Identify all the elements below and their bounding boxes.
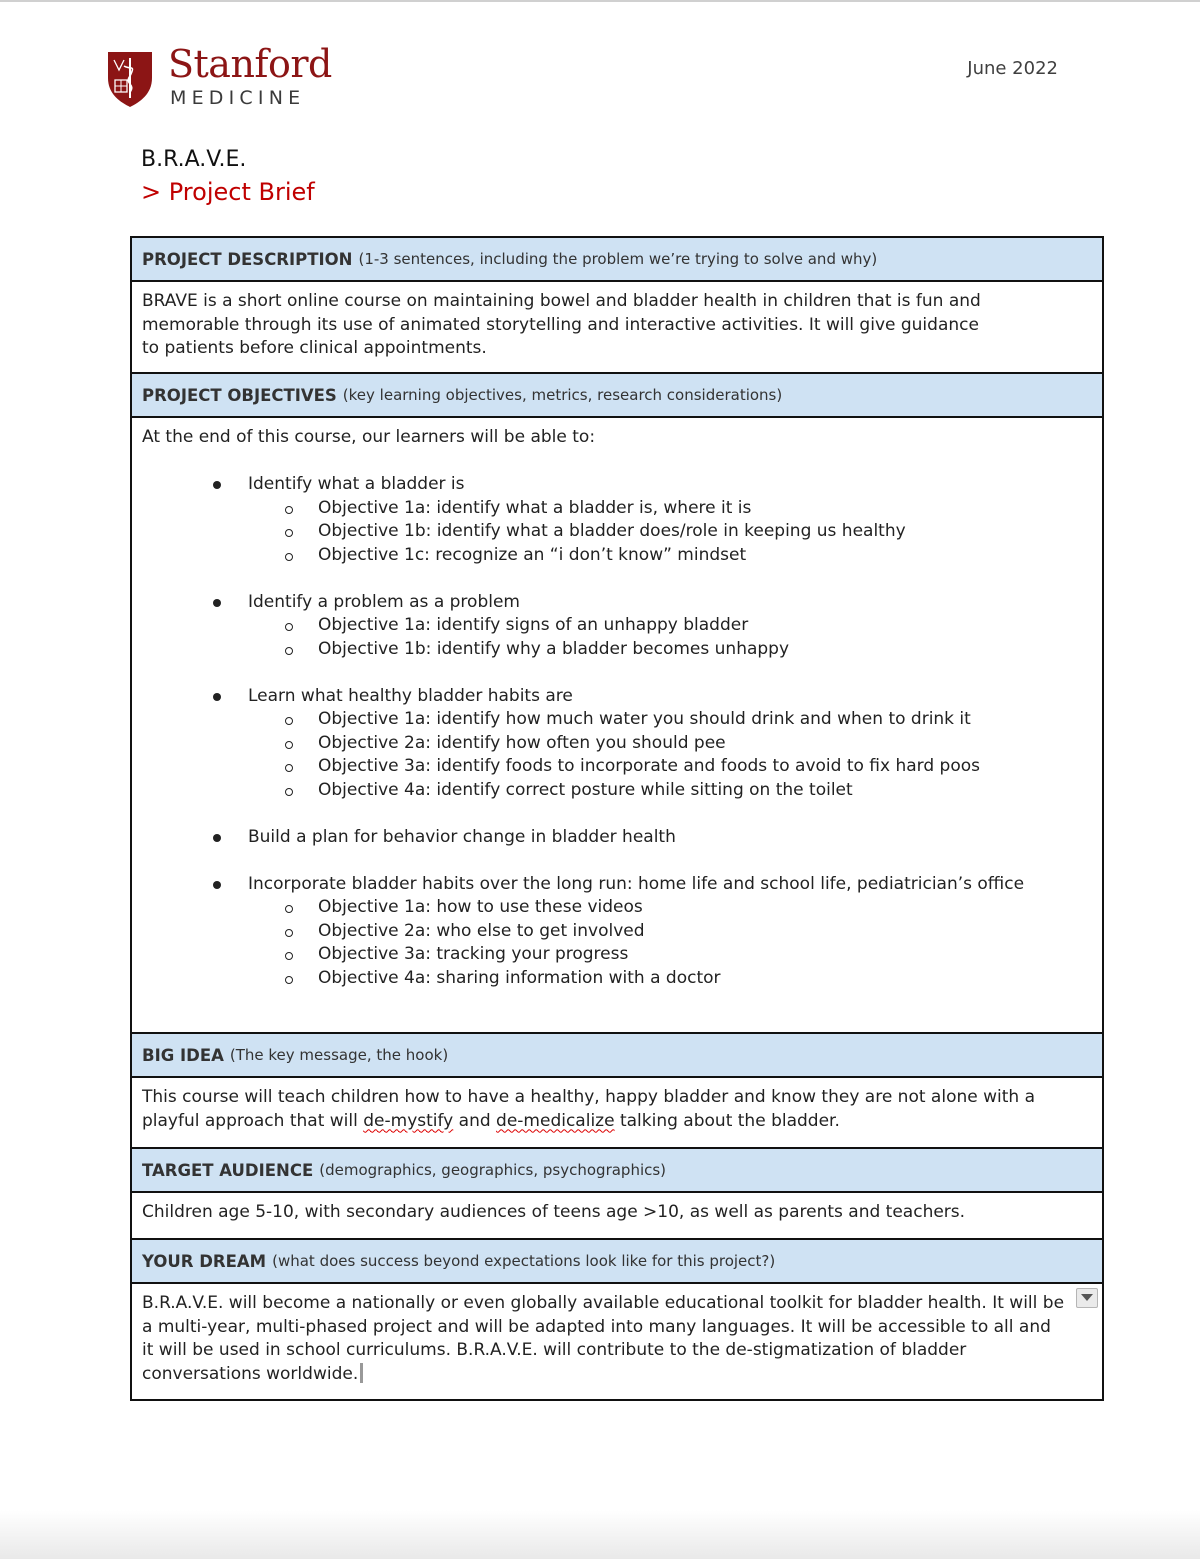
- bullet-icon: [213, 834, 221, 842]
- bullet-icon: [213, 599, 221, 607]
- text-line: conversations worldwide.: [142, 1363, 1092, 1387]
- text-line: to patients before clinical appointments.: [142, 338, 487, 358]
- document-date: June 2022: [967, 58, 1058, 79]
- hollow-bullet-icon: [285, 529, 293, 537]
- hollow-bullet-icon: [285, 952, 293, 960]
- list-item: Incorporate bladder habits over the long run: home life and school life, pediatrician’s office: [142, 873, 1092, 897]
- text-line: it will be used in school curriculums. B.R.A.V.E. will contribute to the de-stigmatization of bladder: [142, 1340, 967, 1360]
- section-header-dream: YOUR DREAM (what does success beyond expectations look like for this project?): [132, 1240, 1102, 1284]
- section-header-big-idea: BIG IDEA (The key message, the hook): [132, 1034, 1102, 1078]
- text-line: memorable through its use of animated storytelling and interactive activities. It will give guidance: [142, 314, 979, 335]
- list-item: Objective 1b: identify what a bladder does/role in keeping us healthy: [142, 520, 1092, 544]
- text-line: This course will teach children how to have a healthy, happy bladder and know they are not alone with a: [142, 1087, 1035, 1107]
- shield-icon: [106, 50, 154, 108]
- section-body-dream[interactable]: [132, 1284, 1102, 1399]
- hollow-bullet-icon: [285, 647, 293, 655]
- hollow-bullet-icon: [285, 905, 293, 913]
- list-item: Objective 1a: identify what a bladder is, where it is: [142, 497, 1092, 521]
- list-item: Identify a problem as a problem: [142, 591, 1092, 615]
- text-line: Children age 5-10, with secondary audiences of teens age >10, as well as parents and teachers.: [142, 1202, 966, 1222]
- list-item: Objective 3a: identify foods to incorporate and foods to avoid to fix hard poos: [142, 755, 1092, 779]
- project-brief-table: [130, 236, 1104, 1401]
- list-item: Build a plan for behavior change in bladder health: [142, 826, 1092, 850]
- text-cursor: [360, 1363, 363, 1383]
- list-item: Objective 4a: identify correct posture while sitting on the toilet: [142, 779, 1092, 803]
- spellcheck-word[interactable]: de-medicalize: [496, 1110, 615, 1131]
- list-item: Objective 4a: sharing information with a doctor: [142, 967, 1092, 991]
- list-item: Learn what healthy bladder habits are: [142, 685, 1092, 709]
- list-item: Objective 2a: who else to get involved: [142, 920, 1092, 944]
- hollow-bullet-icon: [285, 553, 293, 561]
- page-bottom-shadow: [0, 1510, 1200, 1559]
- section-header-audience: TARGET AUDIENCE (demographics, geographics, psychographics): [132, 1149, 1102, 1193]
- list-item: Objective 3a: tracking your progress: [142, 943, 1092, 967]
- list-item: Objective 1c: recognize an “i don’t know” mindset: [142, 544, 1092, 568]
- bullet-icon: [213, 881, 221, 889]
- list-item: Objective 1b: identify why a bladder becomes unhappy: [142, 638, 1092, 662]
- bullet-icon: [213, 693, 221, 701]
- list-item: Identify what a bladder is: [142, 473, 1092, 497]
- list-item: Objective 1a: identify signs of an unhappy bladder: [142, 614, 1092, 638]
- hollow-bullet-icon: [285, 976, 293, 984]
- cell-dropdown-button[interactable]: [1076, 1288, 1098, 1308]
- list-item: Objective 1a: how to use these videos: [142, 896, 1092, 920]
- section-body-big-idea[interactable]: [132, 1078, 1102, 1149]
- text-line: BRAVE is a short online course on maintaining bowel and bladder health in children that is fun and: [142, 291, 981, 311]
- list-item: Objective 1a: identify how much water you should drink and when to drink it: [142, 708, 1092, 732]
- text-line: playful approach that will de-mystify and de-medicalize talking about the bladder.: [142, 1110, 840, 1131]
- text-line: a multi-year, multi-phased project and will be adapted into many languages. It will be accessible to all and: [142, 1316, 1051, 1337]
- hollow-bullet-icon: [285, 623, 293, 631]
- bullet-icon: [213, 481, 221, 489]
- section-header-objectives: PROJECT OBJECTIVES (key learning objectives, metrics, research considerations): [132, 374, 1102, 418]
- hollow-bullet-icon: [285, 741, 293, 749]
- hollow-bullet-icon: [285, 764, 293, 772]
- section-header-description: PROJECT DESCRIPTION (1-3 sentences, including the problem we’re trying to solve and why): [132, 238, 1102, 282]
- section-body-objectives[interactable]: [132, 418, 1102, 1034]
- text-line: B.R.A.V.E. will become a nationally or even globally available educational toolkit for bladder health. It will be: [142, 1293, 1065, 1313]
- objectives-intro: At the end of this course, our learners will be able to:: [142, 427, 596, 447]
- hollow-bullet-icon: [285, 506, 293, 514]
- spellcheck-word[interactable]: de-mystify: [363, 1110, 454, 1131]
- hollow-bullet-icon: [285, 717, 293, 725]
- section-body-audience[interactable]: [132, 1193, 1102, 1240]
- section-body-description[interactable]: [132, 282, 1102, 374]
- hollow-bullet-icon: [285, 929, 293, 937]
- document-title: B.R.A.V.E.: [141, 147, 247, 172]
- top-border: [0, 0, 1200, 2]
- document-subtitle: > Project Brief: [141, 178, 315, 206]
- stanford-medicine-logo: [106, 42, 336, 112]
- logo-wordmark: Stanford: [168, 42, 332, 86]
- logo-subtitle: MEDICINE: [170, 87, 306, 109]
- chevron-down-icon: [1081, 1294, 1093, 1302]
- list-item: Objective 2a: identify how often you should pee: [142, 732, 1092, 756]
- hollow-bullet-icon: [285, 788, 293, 796]
